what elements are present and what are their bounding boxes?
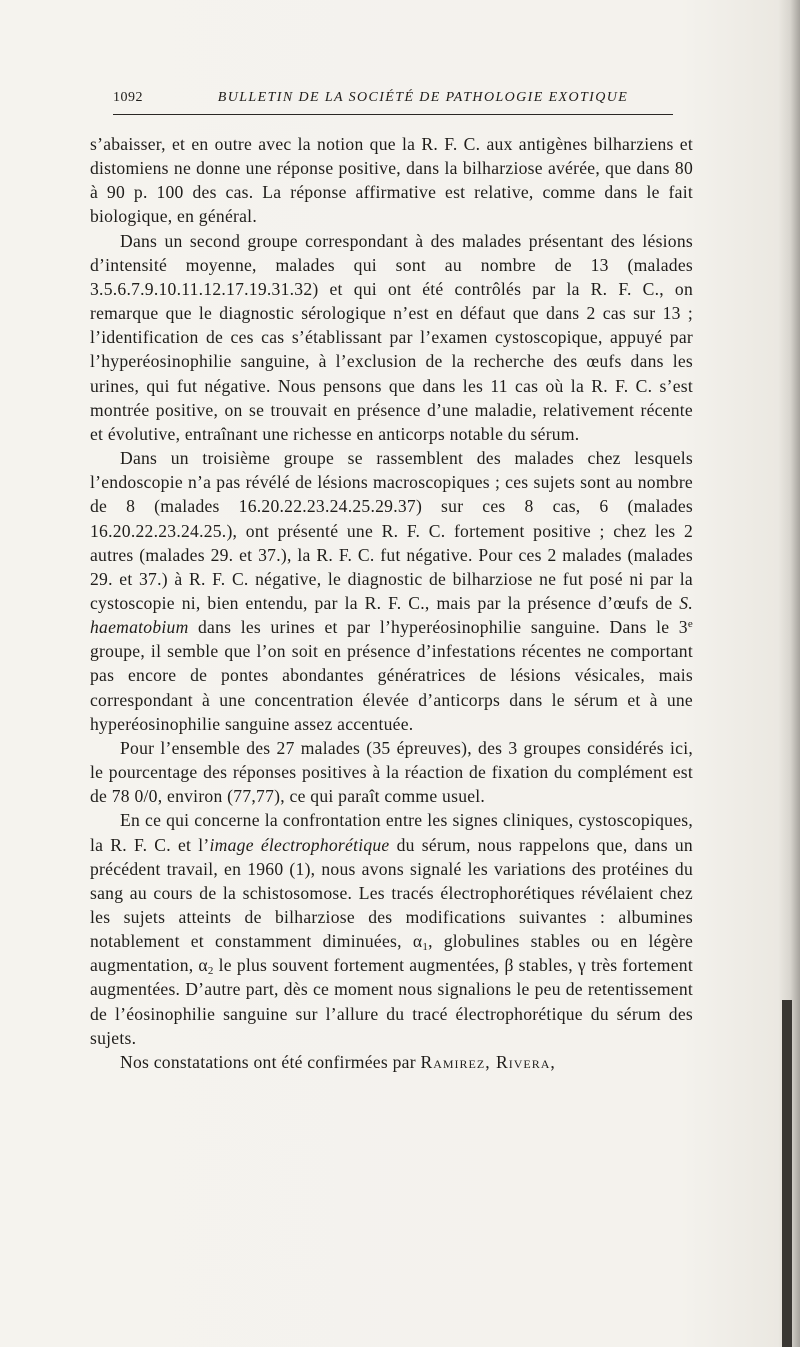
text-segment: , globulines stables ou en légère augmentation, α — [90, 931, 694, 976]
text-segment: Ramirez, Rivera, — [420, 1051, 556, 1072]
paragraph-p5 — [90, 808, 693, 1050]
running-title: BULLETIN DE LA SOCIÉTÉ DE PATHOLOGIE EXOTIQUE — [217, 90, 629, 105]
text-segment: Nos constatations ont été confirmées par — [120, 1051, 421, 1072]
text-segment: En ce qui concerne la confrontation entre les signes cliniques, cystoscopiques, la R. F. C. et l’ — [90, 810, 693, 855]
text-segment: Pour l’ensemble des 27 malades (35 épreuves), des 3 groupes considérés ici, le pourcentage des réponses positives à la réaction de fixation du complément est de 78 0/0, environ (77,77), ce qui paraît comme usuel. — [90, 737, 693, 807]
paragraph-p3 — [90, 446, 693, 736]
paragraph-p6 — [90, 1050, 693, 1074]
text-segment: image électrophorétique — [209, 834, 390, 855]
running-header — [113, 88, 673, 115]
text-segment: 2 — [207, 965, 214, 978]
paragraph-p1 — [90, 132, 693, 229]
text-segment: S. haematobium — [90, 592, 693, 638]
text-segment: groupe, il semble que l’on soit en présence d’infestations récentes ne comportant pas encore de pontes abondantes génératrices de lésions vésicales, mais correspondant à une concentration élevée d’anticorps dans le sérum et à une hyperéosinophilie sanguine assez accentuée. — [90, 641, 693, 734]
text-segment: Dans un second groupe correspondant à des malades présentant des lésions d’intensité moyenne, malades qui sont au nombre de 13 (malades 3.5.6.7.9.10.11.12.17.19.31.32) et qui ont été contrôlés par la R. F. C., on remarque que le diagnostic sérologique n’est en défaut que dans 2 cas sur 13 ; l’identification de ces cas s’établissant par l’examen cystoscopique, appuyé par l’hyperéosinophilie sanguine, à l’exclusion de la recherche des œufs dans les urines, qui fut négative. Nous pensons que dans les 11 cas où la R. F. C. s’est montrée positive, on se trouvait en présence d’une maladie, relativement récente et évolutive, entraînant une richesse en anticorps notable du sérum. — [90, 230, 693, 444]
text-segment: Dans un troisième groupe se rassemblent des malades chez lesquels l’endoscopie n’a pas révélé de lésions macroscopiques ; ces sujets sont au nombre de 8 (malades 16.20.22.23.24.25.29.37) sur ces 8 cas, 6 (malades 16.20.22.23.24.25.), ont présenté une R. F. C. fortement positive ; chez les 2 autres (malades 29. et 37.), la R. F. C. fut négative. Pour ces 2 malades (malades 29. et 37.) à R. F. C. négative, le diagnostic de bilharziose ne fut posé ni par la cystoscopie ni, bien entendu, par la R. F. C., mais par la présence d’œufs de — [90, 448, 693, 613]
text-segment: 1 — [422, 941, 429, 954]
text-segment: e — [687, 618, 693, 631]
body-text — [90, 132, 693, 1074]
text-segment: dans les urines et par l’hyperéosinophilie sanguine. Dans le 3 — [188, 617, 688, 638]
page-number: 1092 — [113, 90, 143, 105]
text-segment: du sérum, nous rappelons que, dans un précédent travail, en 1960 (1), nous avons signalé les variations des protéines du sang au cours de la schistosomose. Les tracés électrophorétiques révélaient chez les sujets atteints de bilharziose des modifications suivantes : albumines notablement et constamment diminuées, α — [90, 834, 693, 952]
paragraph-p4 — [90, 736, 693, 808]
page-edge-bar — [782, 1000, 792, 1347]
text-segment: le plus souvent fortement augmentées, β stables, γ très fortement augmentées. D’autre part, dès ce moment nous signalions le peu de retentissement de l’éosinophilie sanguine sur l’allure du tracé électrophorétique du sérum des sujets. — [90, 955, 693, 1048]
text-segment: s’abaisser, et en outre avec la notion que la R. F. C. aux antigènes bilharziens et distomiens ne donne une réponse positive, dans la bilharziose avérée, que dans 80 à 90 p. 100 des cas. La réponse affirmative est relative, comme dans le fait biologique, en général. — [90, 134, 693, 227]
paragraph-p2 — [90, 229, 693, 446]
